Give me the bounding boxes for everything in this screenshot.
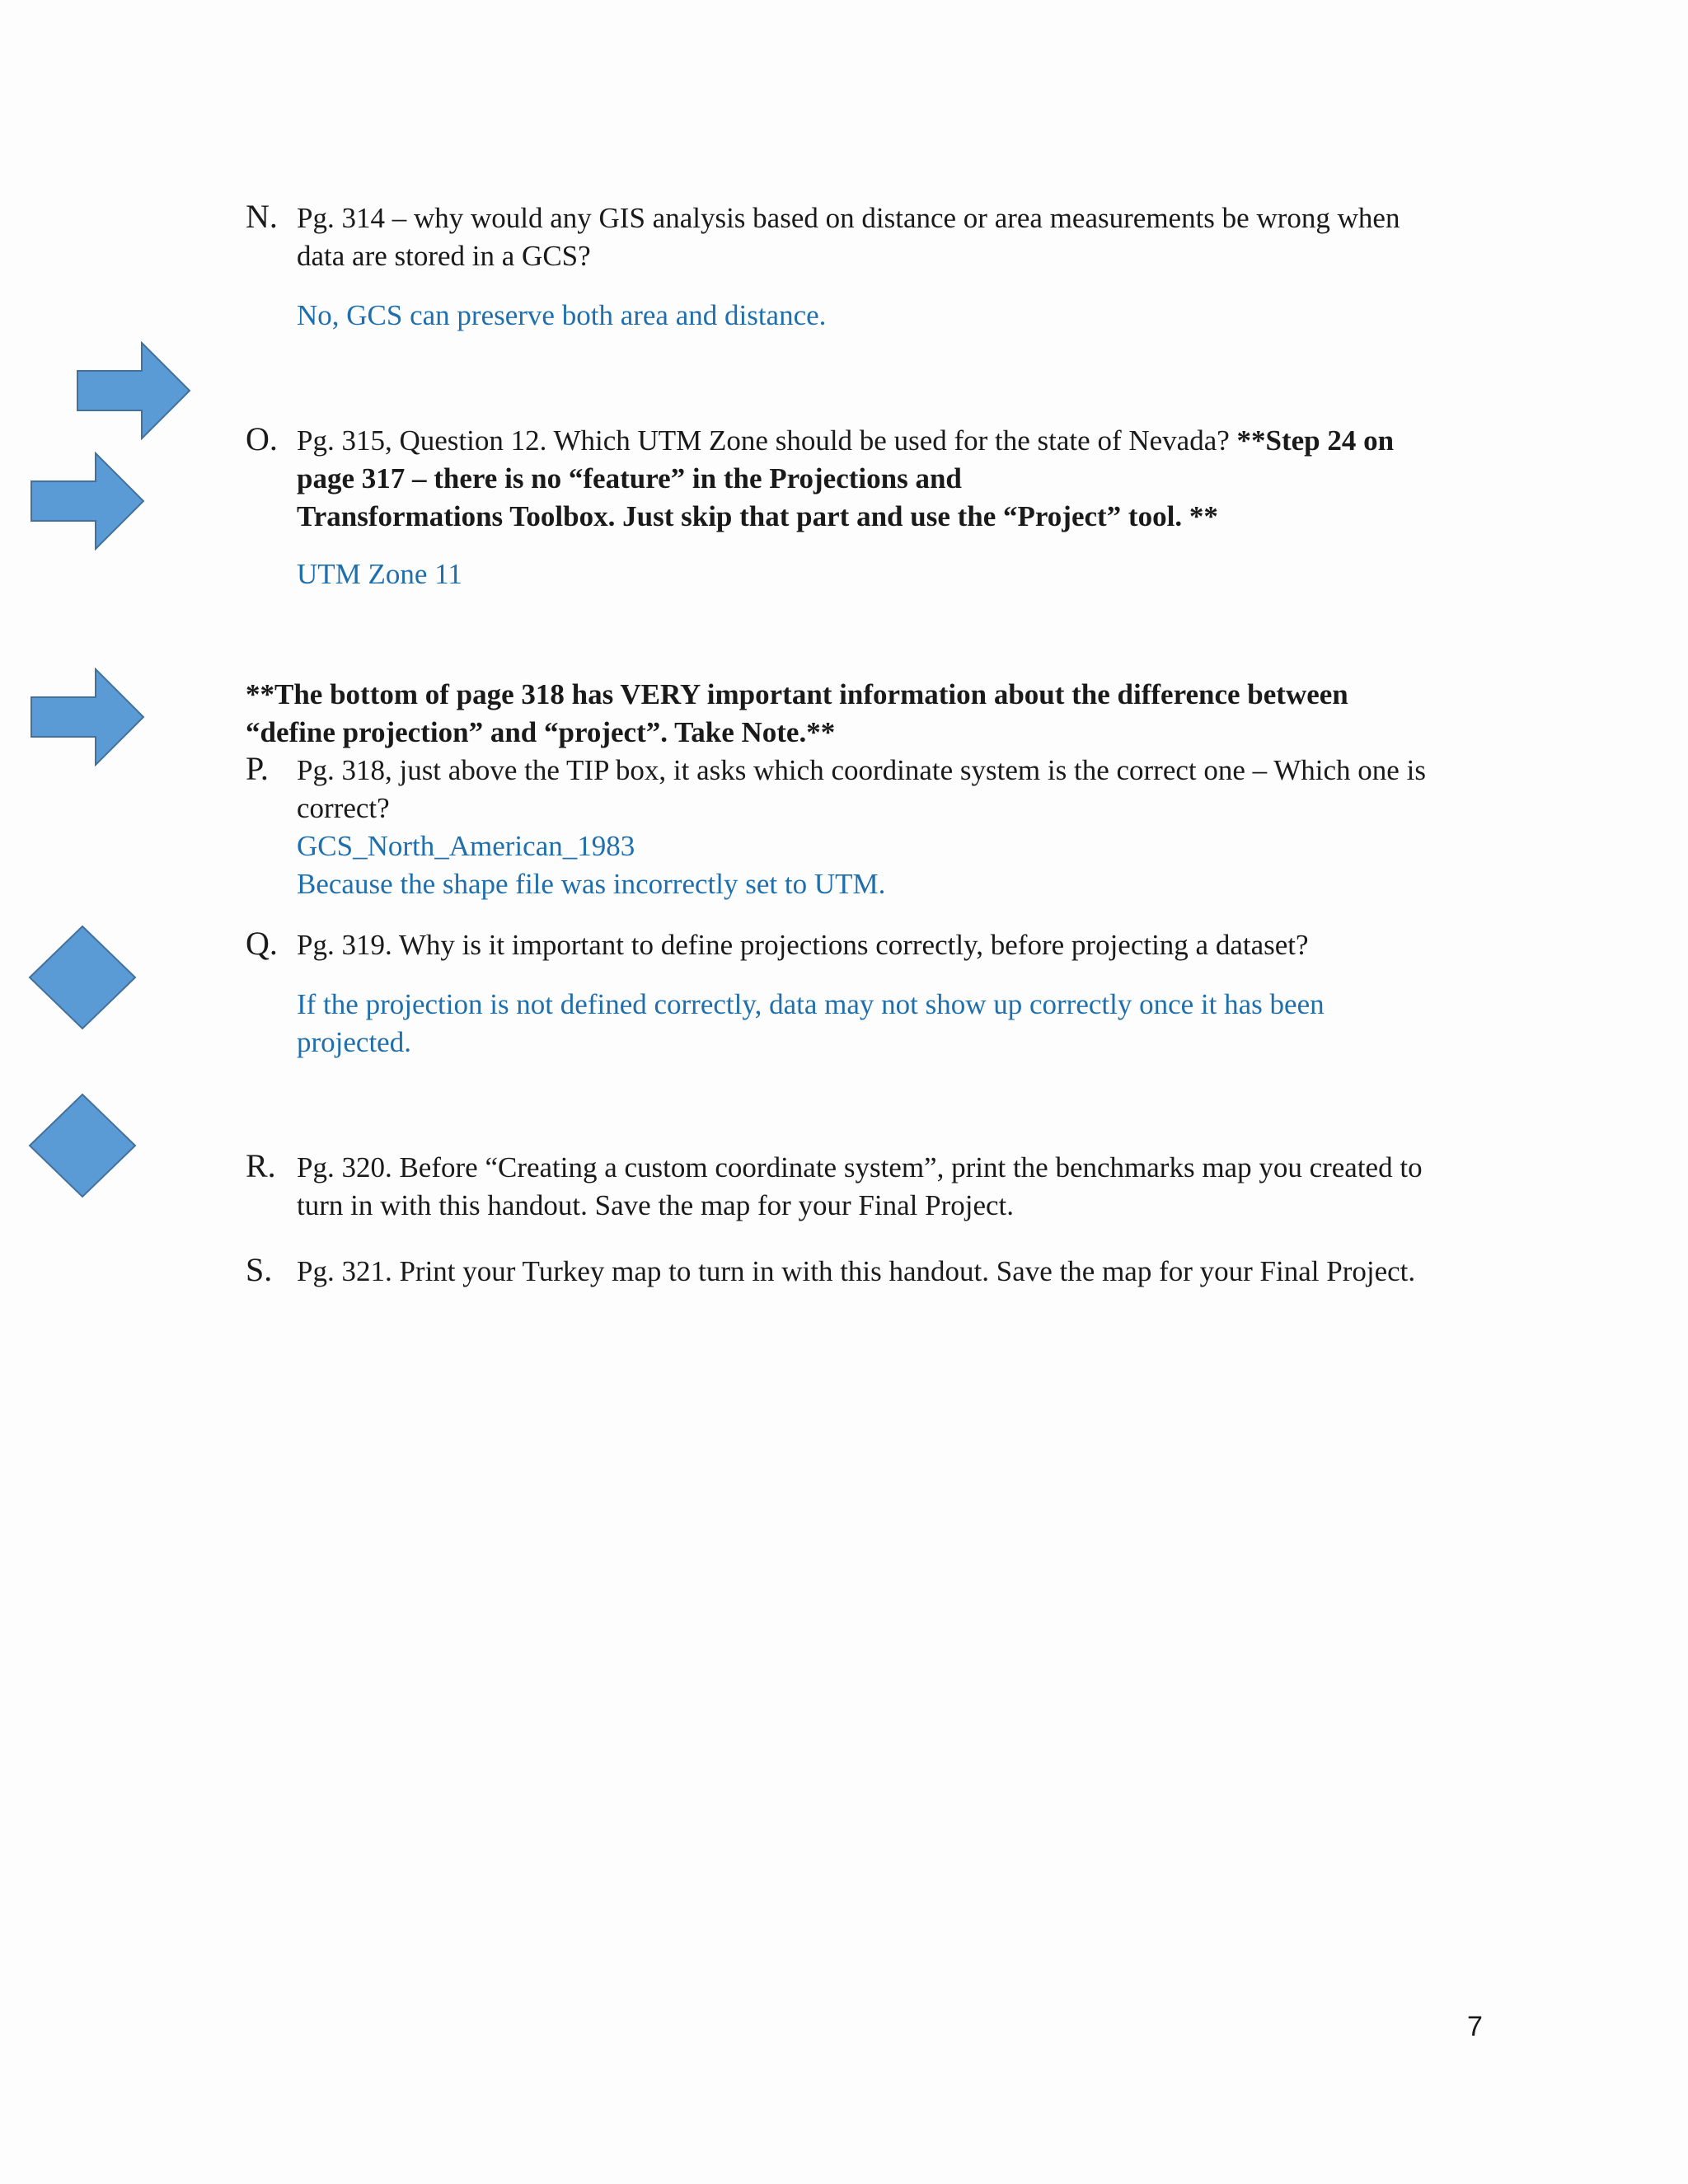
question-text	[297, 1149, 1533, 1225]
question-text	[297, 422, 1492, 536]
question-text	[297, 199, 1492, 275]
question-letter: O.	[246, 420, 278, 457]
question-bold-text: **Step 24 on	[1236, 424, 1395, 457]
answer-line: Because the shape file was incorrectly set to UTM.	[297, 868, 886, 900]
question-letter: S.	[246, 1251, 273, 1288]
answer-text	[297, 986, 1492, 1062]
question-line: Pg. 318, just above the TIP box, it asks which coordinate system is the correct one – Which one is	[297, 754, 1426, 786]
answer-text: UTM Zone 11	[297, 558, 462, 590]
note-line: **The bottom of page 318 has VERY important information about the difference between	[246, 678, 1348, 710]
question-plain-text: Pg. 315, Question 12. Which UTM Zone should be used for the state of Nevada?	[297, 424, 1237, 457]
question-line	[297, 422, 1492, 460]
question-line: Pg. 320. Before “Creating a custom coordinate system”, print the benchmarks map you created to	[297, 1151, 1423, 1183]
right-arrow-icon	[30, 668, 147, 766]
question-bold-line: Transformations Toolbox. Just skip that part and use the “Project” tool. **	[297, 500, 1218, 532]
diamond-icon	[28, 925, 137, 1030]
question-text	[297, 752, 1533, 827]
answer-line: projected.	[297, 1026, 411, 1058]
right-arrow-icon	[76, 341, 193, 440]
answer-text: No, GCS can preserve both area and distance.	[297, 299, 827, 331]
question-text	[297, 926, 1492, 964]
question-letter: P.	[246, 750, 269, 787]
note-line: “define projection” and “project”. Take Note.**	[246, 716, 836, 748]
question-letter: R.	[246, 1147, 276, 1184]
answer-line: GCS_North_American_1983	[297, 830, 635, 862]
question-bold-line: page 317 – there is no “feature” in the Projections and	[297, 462, 962, 494]
question-line: data are stored in a GCS?	[297, 240, 591, 272]
answer-text	[297, 827, 1492, 903]
important-note	[246, 676, 1498, 752]
page-number: 7	[1467, 2011, 1483, 2042]
question-line: Pg. 314 – why would any GIS analysis based on distance or area measurements be wrong when	[297, 202, 1400, 234]
question-letter: Q.	[246, 925, 278, 962]
question-line: Pg. 321. Print your Turkey map to turn in with this handout. Save the map for your Final Project.	[297, 1255, 1416, 1287]
answer-line: If the projection is not defined correctly, data may not show up correctly once it has been	[297, 988, 1325, 1020]
right-arrow-icon	[30, 452, 147, 551]
question-letter: N.	[246, 198, 278, 235]
question-line: turn in with this handout. Save the map for your Final Project.	[297, 1189, 1015, 1221]
question-line: correct?	[297, 792, 390, 824]
question-line: Pg. 319. Why is it important to define projections correctly, before projecting a dataset?	[297, 929, 1309, 961]
question-text	[297, 1253, 1533, 1291]
diamond-icon	[28, 1093, 137, 1198]
